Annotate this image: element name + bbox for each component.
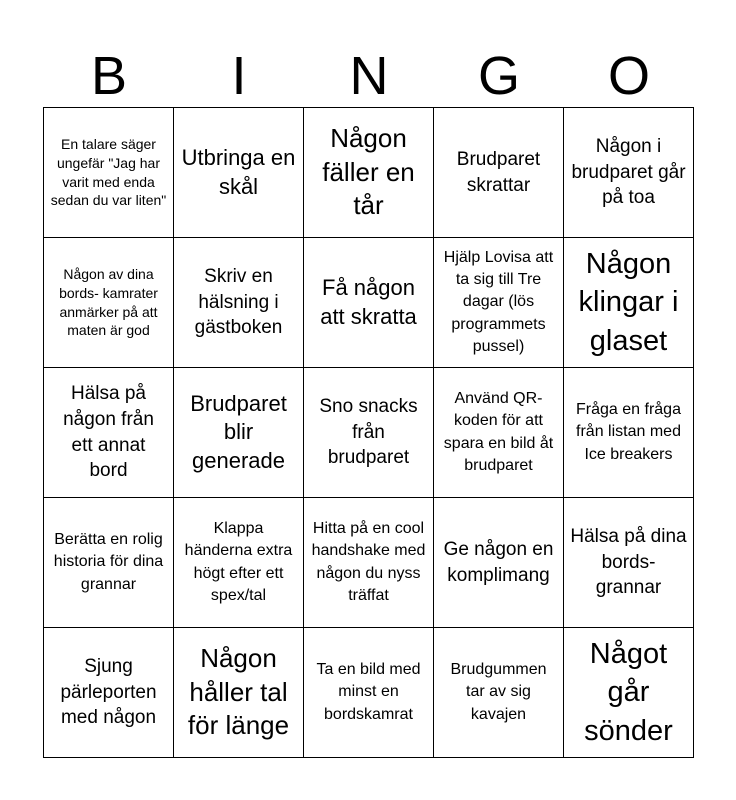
bingo-cell: Ta en bild med minst en bordskamrat: [304, 628, 434, 758]
bingo-cell: Berätta en rolig historia för dina grannar: [44, 498, 174, 628]
header-letter-g: G: [477, 46, 520, 106]
bingo-cell: En talare säger ungefär "Jag har varit med enda sedan du var liten": [44, 108, 174, 238]
bingo-cell: Klappa händerna extra högt efter ett spex/tal: [174, 498, 304, 628]
header-letter-i: I: [231, 46, 247, 106]
bingo-cell: Brudparet blir generade: [174, 368, 304, 498]
bingo-cell: Brudgummen tar av sig kavajen: [434, 628, 564, 758]
bingo-cell: Hälsa på dina bords- grannar: [564, 498, 694, 628]
bingo-cell: Använd QR-koden för att spara en bild åt brudparet: [434, 368, 564, 498]
bingo-cell: Sjung pärleporten med någon: [44, 628, 174, 758]
bingo-cell: Någon av dina bords- kamrater anmärker på att maten är god: [44, 238, 174, 368]
header-letter-b: B: [90, 46, 128, 106]
bingo-cell: Hälsa på någon från ett annat bord: [44, 368, 174, 498]
bingo-cell: Skriv en hälsning i gästboken: [174, 238, 304, 368]
header-letter-o: O: [607, 46, 650, 106]
bingo-cell: Få någon att skratta: [304, 238, 434, 368]
bingo-cell: Utbringa en skål: [174, 108, 304, 238]
bingo-cell: Någon fäller en tår: [304, 108, 434, 238]
bingo-cell: Hitta på en cool handshake med någon du nyss träffat: [304, 498, 434, 628]
bingo-cell: Någon håller tal för länge: [174, 628, 304, 758]
bingo-grid: [43, 107, 694, 758]
bingo-cell: Ge någon en komplimang: [434, 498, 564, 628]
bingo-header: [44, 44, 694, 108]
header-letter-n: N: [349, 46, 389, 106]
bingo-cell: Något går sönder: [564, 628, 694, 758]
bingo-cell: Fråga en fråga från listan med Ice breakers: [564, 368, 694, 498]
bingo-cell: Brudparet skrattar: [434, 108, 564, 238]
bingo-cell: Hjälp Lovisa att ta sig till Tre dagar (lös programmets pussel): [434, 238, 564, 368]
bingo-cell: Någon klingar i glaset: [564, 238, 694, 368]
bingo-cell: Någon i brudparet går på toa: [564, 108, 694, 238]
bingo-cell: Sno snacks från brudparet: [304, 368, 434, 498]
